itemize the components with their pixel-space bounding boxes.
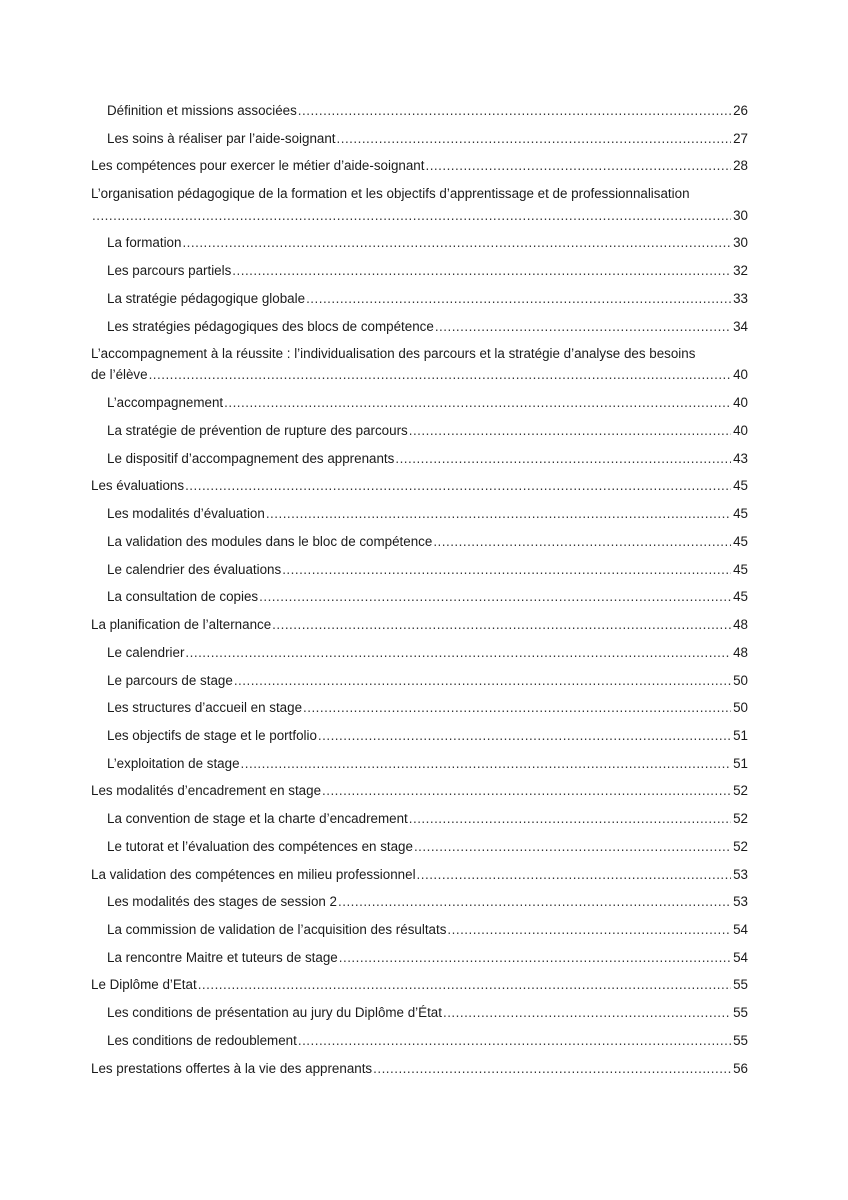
toc-entry-page: 45 xyxy=(733,534,748,549)
toc-entry[interactable] xyxy=(107,756,748,772)
dot-leader xyxy=(303,700,731,716)
toc-entry[interactable] xyxy=(107,451,748,467)
dot-leader xyxy=(272,617,731,633)
toc-entry-page: 52 xyxy=(733,839,748,854)
dot-leader xyxy=(149,367,732,383)
toc-entry-title: Les parcours partiels xyxy=(107,263,232,278)
toc-entry-page: 51 xyxy=(733,756,748,771)
toc-entry[interactable] xyxy=(107,950,748,966)
dot-leader xyxy=(337,131,732,147)
dot-leader xyxy=(417,867,732,883)
toc-entry-page: 26 xyxy=(733,103,748,118)
dot-leader xyxy=(435,319,731,335)
toc-entry[interactable] xyxy=(107,673,748,689)
toc-entry-page: 52 xyxy=(733,783,748,798)
dot-leader xyxy=(322,783,731,799)
toc-entry-title: La validation des compétences en milieu professionnel xyxy=(91,867,416,882)
toc-entry[interactable] xyxy=(107,645,748,661)
toc-entry-title: La consultation de copies xyxy=(107,589,259,604)
toc-entry-page: 45 xyxy=(733,478,748,493)
toc-entry-title: Les compétences pour exercer le métier d’aide-soignant xyxy=(91,158,425,173)
toc-entry-page: 50 xyxy=(733,673,748,688)
toc-entry[interactable] xyxy=(91,617,748,633)
dot-leader xyxy=(298,103,731,119)
toc-entry-page: 40 xyxy=(733,423,748,438)
toc-entry[interactable] xyxy=(107,811,748,827)
toc-entry[interactable] xyxy=(107,235,748,251)
toc-entry-title: Les modalités d’évaluation xyxy=(107,506,265,521)
toc-entry-page: 34 xyxy=(733,319,748,334)
toc-entry[interactable] xyxy=(107,922,748,938)
toc-entry[interactable] xyxy=(107,589,748,605)
toc-entry-page: 40 xyxy=(733,395,748,410)
dot-leader xyxy=(298,1033,731,1049)
toc-entry-title: Les conditions de présentation au jury du Diplôme d’État xyxy=(107,1005,442,1020)
toc-entry-title: Les stratégies pédagogiques des blocs de compétence xyxy=(107,319,434,334)
dot-leader xyxy=(182,235,731,251)
dot-leader xyxy=(409,811,731,827)
dot-leader xyxy=(224,395,731,411)
dot-leader xyxy=(338,894,731,910)
dot-leader xyxy=(409,423,731,439)
toc-entry-page: 27 xyxy=(733,131,748,146)
toc-entry[interactable] xyxy=(107,728,748,744)
dot-leader xyxy=(373,1061,731,1077)
toc-entry[interactable] xyxy=(107,319,748,335)
toc-entry-title: La planification de l’alternance xyxy=(91,617,272,632)
toc-entry-title: La validation des modules dans le bloc de compétence xyxy=(107,534,433,549)
toc-entry-title: La stratégie pédagogique globale xyxy=(107,291,306,306)
toc-entry-page: 48 xyxy=(733,645,748,660)
dot-leader xyxy=(443,1005,731,1021)
toc-entry-page: 30 xyxy=(733,208,748,223)
toc-entry[interactable] xyxy=(107,839,748,855)
toc-entry-page: 52 xyxy=(733,811,748,826)
toc-entry-title: Les prestations offertes à la vie des apprenants xyxy=(91,1061,373,1076)
dot-leader xyxy=(185,478,731,494)
toc-entry-page: 54 xyxy=(733,950,748,965)
toc-entry[interactable] xyxy=(107,131,748,147)
toc-entry-title: Les modalités d’encadrement en stage xyxy=(91,783,322,798)
toc-entry-page: 45 xyxy=(733,562,748,577)
dot-leader xyxy=(282,562,731,578)
toc-entry-title: Le calendrier xyxy=(107,645,185,660)
toc-entry[interactable] xyxy=(91,158,748,174)
dot-leader xyxy=(447,922,731,938)
toc-entry[interactable] xyxy=(107,103,748,119)
toc-entry-title: Les conditions de redoublement xyxy=(107,1033,297,1048)
toc-entry[interactable] xyxy=(107,263,748,279)
toc-entry-page: 51 xyxy=(733,728,748,743)
toc-entry-title: Définition et missions associées xyxy=(107,103,297,118)
dot-leader xyxy=(318,728,731,744)
toc-entry-title: Le Diplôme d’Etat xyxy=(91,977,197,992)
toc-entry-page: 32 xyxy=(733,263,748,278)
toc-entry-title-cont: de l’élève xyxy=(91,367,148,382)
toc-entry[interactable] xyxy=(107,506,748,522)
toc-entry-page: 28 xyxy=(733,158,748,173)
dot-leader xyxy=(198,977,731,993)
toc-entry-title: Le tutorat et l’évaluation des compétences en stage xyxy=(107,839,413,854)
toc-entry[interactable] xyxy=(107,1033,748,1049)
toc-entry-title: La commission de validation de l’acquisition des résultats xyxy=(107,922,447,937)
toc-entry[interactable] xyxy=(107,534,748,550)
toc-entry[interactable] xyxy=(107,562,748,578)
toc-entry-page: 45 xyxy=(733,589,748,604)
toc-entry-page: 55 xyxy=(733,1033,748,1048)
toc-entry-title: Les objectifs de stage et le portfolio xyxy=(107,728,317,743)
toc-entry-page: 48 xyxy=(733,617,748,632)
toc-entry-title: L’accompagnement xyxy=(107,395,224,410)
dot-leader xyxy=(232,263,731,279)
toc-entry[interactable] xyxy=(91,867,748,883)
dot-leader xyxy=(241,756,732,772)
toc-entry-page: 43 xyxy=(733,451,748,466)
dot-leader xyxy=(92,208,731,224)
toc-entry-page: 53 xyxy=(733,867,748,882)
toc-entry-title: Les évaluations xyxy=(91,478,185,493)
dot-leader xyxy=(414,839,731,855)
toc-entry-title: Les soins à réaliser par l’aide-soignant xyxy=(107,131,336,146)
toc-entry-page: 50 xyxy=(733,700,748,715)
toc-entry-page: 33 xyxy=(733,291,748,306)
toc-entry-page: 54 xyxy=(733,922,748,937)
toc-entry[interactable] xyxy=(107,894,748,910)
dot-leader xyxy=(234,673,731,689)
toc-entry[interactable] xyxy=(91,208,748,224)
dot-leader xyxy=(425,158,731,174)
toc-entry[interactable] xyxy=(107,1005,748,1021)
dot-leader xyxy=(395,451,731,467)
toc-entry-page: 55 xyxy=(733,1005,748,1020)
toc-entry-page: 45 xyxy=(733,506,748,521)
toc-entry-page: 55 xyxy=(733,977,748,992)
toc-entry-title-line1[interactable]: L’organisation pédagogique de la formation et les objectifs d’apprentissage et de professionnalisation xyxy=(91,186,690,201)
toc-entry[interactable] xyxy=(107,700,748,716)
toc-entry-page: 53 xyxy=(733,894,748,909)
dot-leader xyxy=(306,291,731,307)
dot-leader xyxy=(339,950,731,966)
toc-entry[interactable] xyxy=(91,783,748,799)
toc-entry-title: La convention de stage et la charte d’encadrement xyxy=(107,811,408,826)
toc-entry[interactable] xyxy=(107,395,748,411)
toc-entry-title: Les modalités des stages de session 2 xyxy=(107,894,338,909)
dot-leader xyxy=(433,534,731,550)
toc-entry[interactable] xyxy=(91,1061,748,1077)
toc-entry-title: La stratégie de prévention de rupture des parcours xyxy=(107,423,408,438)
toc-entry-title: Les structures d’accueil en stage xyxy=(107,700,303,715)
toc-entry[interactable] xyxy=(91,977,748,993)
toc-entry-title: Le dispositif d’accompagnement des apprenants xyxy=(107,451,395,466)
toc-entry-page: 56 xyxy=(733,1061,748,1076)
toc-entry-page: 40 xyxy=(733,367,748,382)
toc-entry-title: La formation xyxy=(107,235,182,250)
toc-entry-title: Le parcours de stage xyxy=(107,673,233,688)
toc-entry-title: L’exploitation de stage xyxy=(107,756,240,771)
dot-leader xyxy=(266,506,731,522)
toc-entry-title: Le calendrier des évaluations xyxy=(107,562,282,577)
dot-leader xyxy=(259,589,731,605)
toc-entry-title-line1[interactable]: L’accompagnement à la réussite : l’individualisation des parcours et la stratégie d’analyse des besoins xyxy=(91,346,696,361)
toc-entry[interactable] xyxy=(91,367,748,383)
toc-entry-title: La rencontre Maitre et tuteurs de stage xyxy=(107,950,338,965)
toc-entry[interactable] xyxy=(91,478,748,494)
toc-entry[interactable] xyxy=(107,423,748,439)
toc-entry-page: 30 xyxy=(733,235,748,250)
toc-entry[interactable] xyxy=(107,291,748,307)
dot-leader xyxy=(185,645,731,661)
